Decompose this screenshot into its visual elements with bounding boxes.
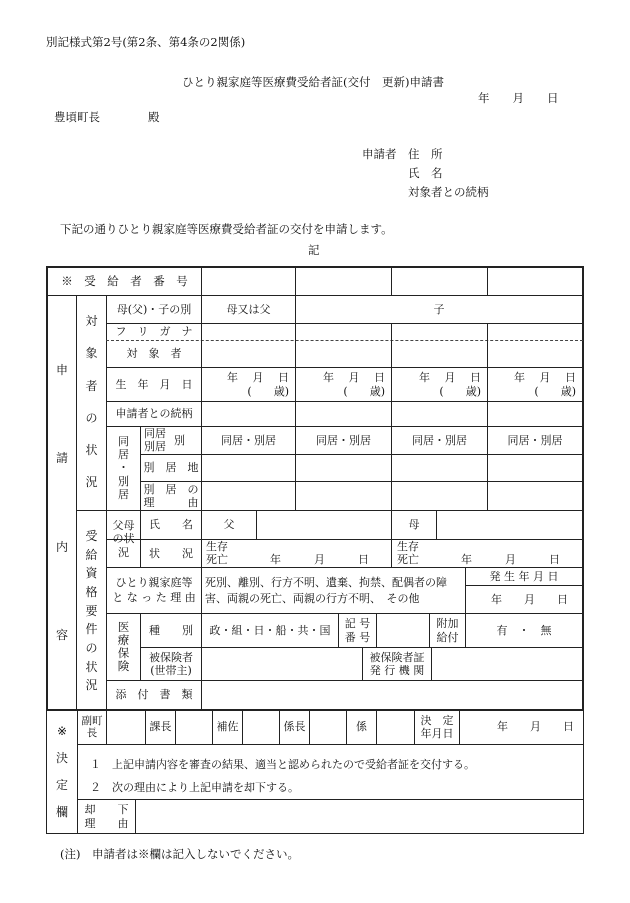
addressee: 豊頃町長 bbox=[54, 110, 100, 124]
parent-value: 母又は父 bbox=[226, 302, 271, 316]
deputy-mayor-seal[interactable] bbox=[107, 710, 145, 744]
decision-column-label: ※ 決 定 欄 bbox=[55, 724, 68, 820]
decision-item-2: ２ 次の理由により上記申請を却下する。 bbox=[90, 781, 299, 794]
subsection-chief-label: 係長 bbox=[283, 720, 306, 734]
parent-name-label: 氏 名 bbox=[149, 518, 193, 532]
parent-status-label: 状 況 bbox=[149, 546, 193, 560]
child-value: 子 bbox=[433, 302, 445, 316]
assistant-seal[interactable] bbox=[243, 710, 279, 744]
medical-insurance-label: 医 療 保 険 bbox=[117, 619, 130, 674]
rejection-reason-field[interactable] bbox=[136, 800, 582, 833]
section-chief-label: 課長 bbox=[149, 720, 172, 734]
attachments-field[interactable] bbox=[202, 681, 582, 709]
form-title: ひとり親家庭等医療費受給者証(交付 更新)申請書 bbox=[182, 75, 444, 89]
honorific: 殿 bbox=[148, 110, 160, 124]
ki-label: 記 bbox=[308, 243, 320, 257]
single-parent-reason-label: ひとり親家庭等 と な っ た 理 由 bbox=[112, 575, 196, 604]
insured-person-label: 被保険者 (世帯主) bbox=[149, 650, 193, 677]
mother-label: 母 bbox=[408, 518, 420, 532]
cohabitation-label: 同居 別居 別 bbox=[144, 426, 185, 453]
footer-note: (注) 申請者は※欄は記入しないでください。 bbox=[60, 847, 299, 861]
occurrence-date-label: 発 生 年 月 日 bbox=[489, 569, 559, 583]
applicant-name-label: 氏 名 bbox=[408, 166, 443, 180]
assistant-label: 補佐 bbox=[216, 720, 239, 734]
relation-label: 申請者との続柄 bbox=[115, 407, 193, 421]
decision-date-field[interactable]: 年 月 日 bbox=[497, 720, 574, 734]
birthdate-label: 生 年 月 日 bbox=[115, 377, 193, 391]
applicant-relation-label: 対象者との続柄 bbox=[408, 185, 489, 199]
deputy-mayor-label: 副町長 bbox=[81, 714, 103, 739]
birthdate-parent[interactable]: 年 月 日 ( 歳) bbox=[227, 370, 289, 398]
application-content-label: 申 請 内 容 bbox=[55, 362, 68, 643]
separate-reason-label: 別 居 の 理 由 bbox=[143, 482, 199, 509]
rejection-reason-label: 却 下 理 由 bbox=[84, 802, 129, 830]
parent-child-label: 母(父)・子の別 bbox=[116, 302, 192, 316]
attached-benefit-label: 附加 給付 bbox=[436, 617, 459, 644]
application-date: 年 月 日 bbox=[478, 91, 559, 105]
cohab-select-child-2[interactable]: 同居・別居 bbox=[412, 433, 467, 447]
application-statement: 下記の通りひとり親家庭等医療費受給者証の交付を申請します。 bbox=[60, 222, 393, 236]
recipient-number-field-3[interactable] bbox=[392, 267, 487, 295]
cohab-select-child-3[interactable]: 同居・別居 bbox=[507, 433, 563, 447]
symbol-number-label: 記 号 番 号 bbox=[344, 617, 371, 644]
card-issuer-label: 被保険者証 発 行 機 関 bbox=[369, 650, 425, 677]
recipient-number-field-2[interactable] bbox=[296, 267, 391, 295]
attached-benefit-options[interactable]: 有 ・ 無 bbox=[496, 623, 552, 637]
birthdate-child-1[interactable]: 年 月 日 ( 歳) bbox=[323, 370, 385, 398]
staff-label: 係 bbox=[356, 720, 367, 734]
cohabitation-group-label: 同 居 ・ 別 居 bbox=[118, 435, 129, 501]
decision-date-label: 決 定 年月日 bbox=[420, 713, 454, 740]
subject-name-label: 対 象 者 bbox=[126, 347, 182, 361]
recipient-number-field-4[interactable] bbox=[488, 267, 582, 295]
birthdate-child-2[interactable]: 年 月 日 ( 歳) bbox=[419, 370, 481, 398]
furigana-label: フ リ ガ ナ bbox=[115, 325, 193, 339]
mother-status-field[interactable]: 生存 死亡 年 月 日 bbox=[397, 540, 560, 566]
recipient-number-field-1[interactable] bbox=[202, 267, 295, 295]
mother-name-field[interactable] bbox=[437, 511, 582, 539]
father-status-field[interactable]: 生存 死亡 年 月 日 bbox=[206, 540, 369, 566]
recipient-number-label: ※ 受 給 者 番 号 bbox=[61, 273, 188, 288]
father-label: 父 bbox=[223, 518, 235, 532]
subsection-chief-seal[interactable] bbox=[310, 710, 346, 744]
applicant-label: 申請者 bbox=[362, 147, 397, 161]
decision-item-1: １ 上記申請内容を審査の結果、適当と認められたので受給者証を交付する。 bbox=[90, 758, 475, 771]
staff-seal[interactable] bbox=[377, 710, 414, 744]
separate-address-label: 別 居 地 bbox=[143, 461, 199, 475]
symbol-number-field[interactable] bbox=[377, 614, 429, 647]
cohab-select-child-1[interactable]: 同居・別居 bbox=[316, 433, 371, 447]
form-number: 別記様式第2号(第2条、第4条の2関係) bbox=[46, 35, 246, 49]
father-name-field[interactable] bbox=[257, 511, 391, 539]
applicant-address-label: 住 所 bbox=[408, 147, 443, 161]
parents-status-label: 父母 の状 況 bbox=[112, 519, 135, 559]
subject-status-label: 対 象 者 の 状 況 bbox=[85, 314, 98, 490]
attachments-label: 添 付 書 類 bbox=[115, 688, 193, 702]
birthdate-child-3[interactable]: 年 月 日 ( 歳) bbox=[514, 370, 576, 398]
cohab-select-parent[interactable]: 同居・別居 bbox=[221, 433, 276, 447]
card-issuer-field[interactable] bbox=[432, 648, 582, 680]
insurance-type-options[interactable]: 政・組・日・船・共・国 bbox=[209, 623, 331, 637]
insurance-type-label: 種 別 bbox=[149, 623, 193, 637]
occurrence-date-field[interactable]: 年 月 日 bbox=[491, 592, 568, 606]
insured-person-field[interactable] bbox=[202, 648, 362, 680]
single-parent-reason-options[interactable]: 死別、離別、行方不明、遺棄、拘禁、配偶者の障 害、両親の死亡、両親の行方不明、 その他 bbox=[205, 576, 447, 605]
section-chief-seal[interactable] bbox=[176, 710, 212, 744]
eligibility-status-label: 受 給 資 格 要 件 の 状 況 bbox=[85, 529, 98, 693]
